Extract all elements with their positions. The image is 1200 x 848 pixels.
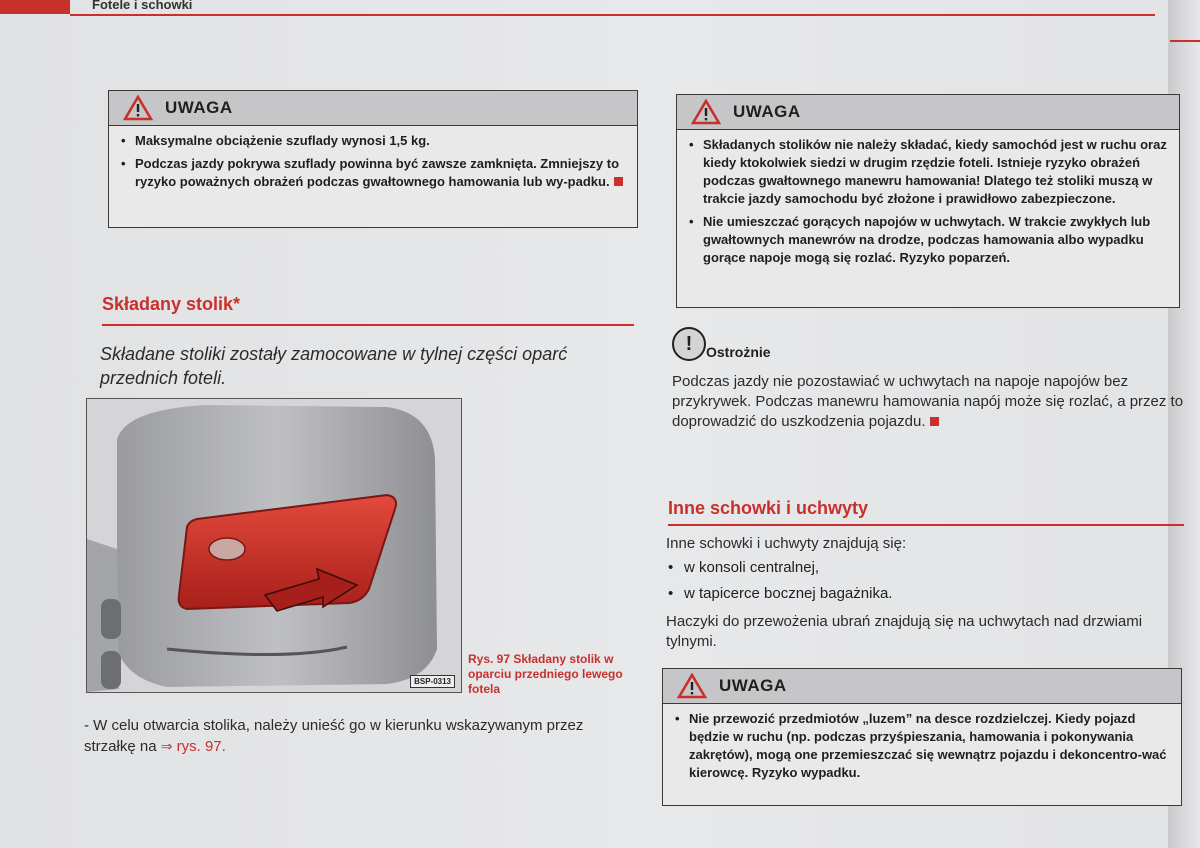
- header-title: Fotele i schowki: [92, 0, 193, 12]
- caution-text-content: Podczas jazdy nie pozostawiać w uchwytach na napoje napojów bez przykrywek. Podczas manewru hamowania napój może się rozlać, a przez to doprowadzić do uszkodzenia pojazdu.: [672, 373, 1184, 430]
- caution-text: [672, 372, 1184, 432]
- storage-item: • w tapicerce bocznej bagażnika.: [668, 584, 1168, 604]
- warning-list: [663, 710, 1181, 782]
- figure-caption: Rys. 97 Składany stolik w oparciu przedniego lewego fotela: [468, 652, 623, 696]
- figure-folding-table: [86, 398, 462, 693]
- end-of-section-square-icon: [930, 417, 939, 426]
- section-rule: [102, 324, 634, 326]
- warning-item: • Składanych stolików nie należy składać, kiedy samochód jest w ruchu oraz kiedy ktokolwiek siedzi w drugim rzędzie foteli. Istnieje ryzyko obrażeń podczas gwałtownego manewru hamowania! Dlatego też stoliki muszą w trakcie jazdy samochodu być złożone i prawidłowo zabezpieczone.: [703, 136, 1169, 208]
- warning-list: [109, 132, 637, 191]
- seat-illustration: [87, 399, 461, 692]
- step-text: W celu otwarcia stolika, należy unieść go w kierunku wskazywanym przez strzałkę na: [84, 717, 584, 755]
- storage-intro: Inne schowki i uchwyty znajdują się:: [666, 535, 907, 552]
- storage-list: [668, 558, 1168, 610]
- step-dash: -: [84, 717, 89, 734]
- warning-item: • Nie przewozić przedmiotów „luzem” na desce rozdzielczej. Kiedy pojazd będzie w ruchu (np. podczas przyśpieszania, hamowania i pokonywania zakrętów), mogą one przemieszczać się wewnątrz pojazdu i dekoncentro-wać kierowcę. Ryzyko wypadku.: [689, 710, 1171, 782]
- warning-triangle-icon: [691, 99, 721, 125]
- warning-box-tables: [676, 94, 1180, 308]
- caution-title: Ostrożnie: [706, 344, 771, 360]
- figure-code: BSP-0313: [410, 675, 455, 688]
- caution-icon: !: [672, 327, 706, 361]
- storage-item: • w konsoli centralnej,: [668, 558, 1168, 578]
- end-of-section-square-icon: [614, 177, 623, 186]
- header-page-tab: [0, 0, 70, 14]
- instruction-step: - W celu otwarcia stolika, należy unieść go w kierunku wskazywanym przez strzałkę na ⇒ rys. 97.: [84, 717, 584, 755]
- warning-triangle-icon: [123, 95, 153, 121]
- storage-hooks-text: Haczyki do przewożenia ubrań znajdują się na uchwytach nad drzwiami tylnymi.: [666, 613, 1143, 650]
- section-title-folding-table: Składany stolik*: [102, 294, 241, 314]
- warning-item: • Nie umieszczać gorących napojów w uchwytach. W trakcie zwykłych lub gwałtownych manewrów na drodze, podczas hamowania albo wypadku gorące napoje mogą się rozlać. Ryzyko poparzeń.: [703, 213, 1169, 267]
- warning-header: [677, 95, 1179, 130]
- warning-title: UWAGA: [719, 676, 787, 695]
- warning-item: • Maksymalne obciążenie szuflady wynosi 1,5 kg.: [135, 132, 627, 150]
- warning-box-loose-items: [662, 668, 1182, 806]
- warning-header: [109, 91, 637, 126]
- warning-title: UWAGA: [733, 102, 801, 121]
- warning-triangle-icon: [677, 673, 707, 699]
- section-rule: [668, 524, 1184, 526]
- section-title-other-storage: Inne schowki i uchwyty: [668, 498, 869, 518]
- next-page-rule: [1170, 40, 1200, 42]
- section-intro: Składane stoliki zostały zamocowane w tylnej części oparć przednich foteli.: [100, 344, 568, 388]
- header-rule: [70, 14, 1155, 16]
- warning-header: [663, 669, 1181, 704]
- warning-item: [135, 155, 627, 191]
- warning-item-text: Podczas jazdy pokrywa szuflady powinna być zawsze zamknięta. Zmniejszy to ryzyko poważnych obrażeń podczas gwałtownego hamowania lub wy-padku.: [135, 156, 620, 189]
- warning-list: [677, 136, 1179, 267]
- warning-box-drawer: [108, 90, 638, 228]
- figure-ref-arrow-icon: ⇒: [160, 738, 173, 754]
- warning-title: UWAGA: [165, 98, 233, 117]
- figure-ref-link[interactable]: rys. 97: [176, 738, 222, 755]
